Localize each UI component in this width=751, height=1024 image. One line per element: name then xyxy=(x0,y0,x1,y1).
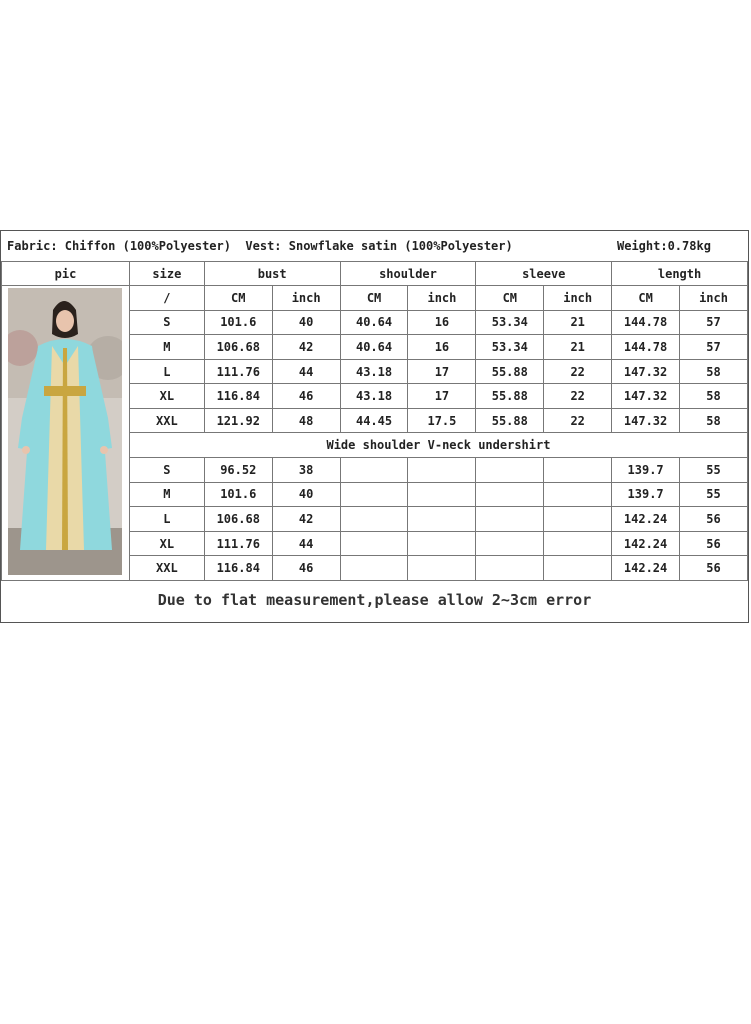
cell-shoulder-inch: 16 xyxy=(408,335,476,360)
cell-length-cm: 142.24 xyxy=(612,507,680,532)
cell-empty xyxy=(408,531,476,556)
cell-length-cm: 147.32 xyxy=(612,408,680,433)
cell-bust-cm: 106.68 xyxy=(204,335,272,360)
fabric-info-row xyxy=(1,231,748,262)
subheader-row xyxy=(2,286,748,311)
cell-empty xyxy=(340,531,408,556)
cell-shoulder-inch: 17.5 xyxy=(408,408,476,433)
cell-bust-inch: 42 xyxy=(272,507,340,532)
header-row xyxy=(2,262,748,286)
cell-length-cm: 142.24 xyxy=(612,531,680,556)
cell-size: XL xyxy=(129,531,204,556)
header-size: size xyxy=(129,262,204,286)
cell-sleeve-inch: 22 xyxy=(544,359,612,384)
cell-bust-cm: 116.84 xyxy=(204,556,272,581)
cell-empty xyxy=(544,531,612,556)
cell-size: L xyxy=(129,507,204,532)
cell-empty xyxy=(476,482,544,507)
cell-empty xyxy=(340,482,408,507)
cell-bust-cm: 121.92 xyxy=(204,408,272,433)
cell-empty xyxy=(408,556,476,581)
cell-length-inch: 58 xyxy=(680,384,748,409)
cell-empty xyxy=(544,458,612,483)
cell-empty xyxy=(544,482,612,507)
cell-sleeve-cm: 55.88 xyxy=(476,384,544,409)
product-photo-cell xyxy=(2,286,130,581)
cell-bust-cm: 101.6 xyxy=(204,310,272,335)
cell-shoulder-inch: 17 xyxy=(408,359,476,384)
header-bust: bust xyxy=(204,262,340,286)
cell-sleeve-inch: 22 xyxy=(544,384,612,409)
cell-length-cm: 142.24 xyxy=(612,556,680,581)
cell-empty xyxy=(476,556,544,581)
fabric-description: Fabric: Chiffon (100%Polyester) Vest: Snowflake satin (100%Polyester) xyxy=(7,239,513,253)
header-length: length xyxy=(612,262,748,286)
cell-bust-cm: 111.76 xyxy=(204,359,272,384)
cell-bust-inch: 40 xyxy=(272,310,340,335)
cell-bust-inch: 46 xyxy=(272,384,340,409)
cell-length-inch: 58 xyxy=(680,408,748,433)
cell-empty xyxy=(544,507,612,532)
cell-length-cm: 144.78 xyxy=(612,335,680,360)
cell-bust-cm: 96.52 xyxy=(204,458,272,483)
cell-shoulder-cm: 43.18 xyxy=(340,359,408,384)
cell-size: XXL xyxy=(129,408,204,433)
cell-shoulder-cm: 40.64 xyxy=(340,310,408,335)
product-photo xyxy=(8,288,122,575)
cell-sleeve-cm: 55.88 xyxy=(476,408,544,433)
cell-shoulder-cm: 44.45 xyxy=(340,408,408,433)
cell-size: M xyxy=(129,335,204,360)
size-table xyxy=(1,261,748,581)
cell-bust-cm: 111.76 xyxy=(204,531,272,556)
cell-size: XXL xyxy=(129,556,204,581)
cell-bust-inch: 44 xyxy=(272,359,340,384)
subheader-size: / xyxy=(129,286,204,311)
cell-shoulder-inch: 16 xyxy=(408,310,476,335)
cell-length-inch: 55 xyxy=(680,482,748,507)
subheader-shoulder-inch: inch xyxy=(408,286,476,311)
cell-sleeve-cm: 55.88 xyxy=(476,359,544,384)
cell-bust-inch: 44 xyxy=(272,531,340,556)
subheader-length-inch: inch xyxy=(680,286,748,311)
cell-length-inch: 56 xyxy=(680,531,748,556)
cell-length-inch: 56 xyxy=(680,507,748,532)
cell-bust-inch: 40 xyxy=(272,482,340,507)
cell-bust-cm: 106.68 xyxy=(204,507,272,532)
cell-bust-inch: 38 xyxy=(272,458,340,483)
undershirt-title: Wide shoulder V-neck undershirt xyxy=(129,433,747,458)
cell-empty xyxy=(340,556,408,581)
cell-bust-inch: 46 xyxy=(272,556,340,581)
cell-bust-inch: 48 xyxy=(272,408,340,433)
cell-empty xyxy=(544,556,612,581)
cell-length-cm: 139.7 xyxy=(612,458,680,483)
cell-size: S xyxy=(129,458,204,483)
size-chart xyxy=(0,230,749,623)
cell-empty xyxy=(476,458,544,483)
cell-bust-inch: 42 xyxy=(272,335,340,360)
subheader-sleeve-cm: CM xyxy=(476,286,544,311)
cell-size: L xyxy=(129,359,204,384)
cell-length-cm: 147.32 xyxy=(612,384,680,409)
cell-empty xyxy=(476,507,544,532)
cell-size: XL xyxy=(129,384,204,409)
cell-length-inch: 55 xyxy=(680,458,748,483)
cell-empty xyxy=(408,507,476,532)
cell-size: S xyxy=(129,310,204,335)
cell-bust-cm: 116.84 xyxy=(204,384,272,409)
cell-length-inch: 57 xyxy=(680,310,748,335)
cell-shoulder-cm: 40.64 xyxy=(340,335,408,360)
subheader-bust-cm: CM xyxy=(204,286,272,311)
cell-length-cm: 139.7 xyxy=(612,482,680,507)
cell-sleeve-inch: 22 xyxy=(544,408,612,433)
subheader-shoulder-cm: CM xyxy=(340,286,408,311)
header-sleeve: sleeve xyxy=(476,262,612,286)
header-shoulder: shoulder xyxy=(340,262,476,286)
header-pic: pic xyxy=(2,262,130,286)
measurement-note: Due to flat measurement,please allow 2~3cm error xyxy=(157,591,592,609)
subheader-bust-inch: inch xyxy=(272,286,340,311)
cell-length-inch: 58 xyxy=(680,359,748,384)
cell-sleeve-cm: 53.34 xyxy=(476,335,544,360)
cell-length-cm: 147.32 xyxy=(612,359,680,384)
cell-sleeve-cm: 53.34 xyxy=(476,310,544,335)
cell-bust-cm: 101.6 xyxy=(204,482,272,507)
cell-length-cm: 144.78 xyxy=(612,310,680,335)
cell-shoulder-cm: 43.18 xyxy=(340,384,408,409)
subheader-length-cm: CM xyxy=(612,286,680,311)
weight-label: Weight:0.78kg xyxy=(617,239,711,253)
cell-sleeve-inch: 21 xyxy=(544,310,612,335)
cell-empty xyxy=(476,531,544,556)
subheader-sleeve-inch: inch xyxy=(544,286,612,311)
cell-empty xyxy=(340,458,408,483)
cell-empty xyxy=(408,458,476,483)
cell-size: M xyxy=(129,482,204,507)
cell-length-inch: 56 xyxy=(680,556,748,581)
cell-length-inch: 57 xyxy=(680,335,748,360)
cell-sleeve-inch: 21 xyxy=(544,335,612,360)
cell-empty xyxy=(408,482,476,507)
cell-empty xyxy=(340,507,408,532)
cell-shoulder-inch: 17 xyxy=(408,384,476,409)
